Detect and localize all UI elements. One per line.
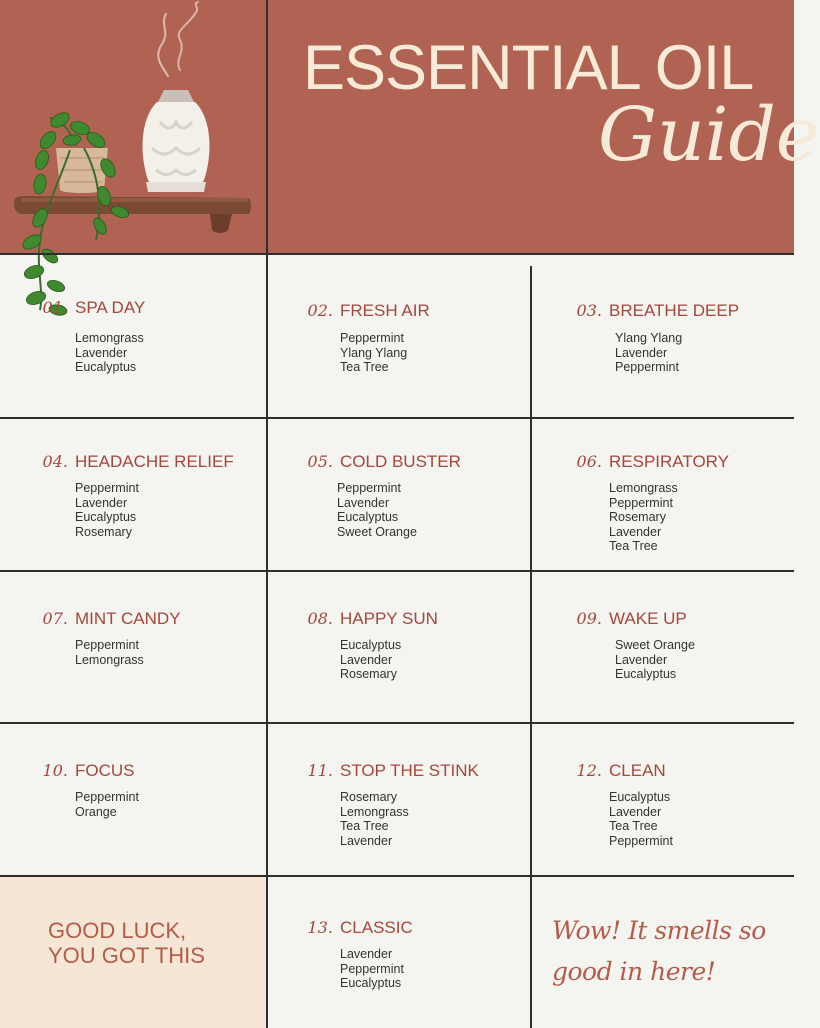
oil-list: [75, 331, 144, 375]
oil-list: [340, 638, 401, 682]
blend-number: 10.: [42, 761, 68, 780]
goodluck-text: [48, 918, 258, 968]
blend-name: BREATHE DEEP: [609, 301, 740, 320]
oil-item: Peppermint: [340, 331, 404, 345]
oil-item: Peppermint: [75, 790, 139, 804]
blend-title: [299, 761, 479, 781]
oil-item: Lavender: [75, 495, 128, 510]
oil-list: [75, 638, 144, 667]
blend-number: 03.: [576, 301, 602, 320]
oil-item: Rosemary: [340, 667, 397, 682]
blend-title: [299, 918, 413, 938]
blend-number: 06.: [576, 452, 602, 471]
oil-item: Ylang Ylang: [340, 345, 408, 360]
oil-item: Peppermint: [609, 833, 673, 848]
header-divider: [266, 0, 268, 254]
oil-item: Peppermint: [615, 360, 679, 375]
oil-item: Eucalyptus: [75, 360, 137, 375]
oil-item: Lavender: [340, 833, 393, 848]
grid-hline-2: [0, 417, 794, 419]
grid-hline-1: [0, 253, 794, 255]
blend-title: [299, 609, 438, 629]
title-line-1: ESSENTIAL OIL: [303, 33, 754, 103]
oil-item: Orange: [75, 804, 117, 819]
blend-name: CLASSIC: [340, 918, 413, 937]
oil-list: [615, 331, 682, 375]
blend-number: 05.: [307, 452, 333, 471]
blend-title: [34, 452, 234, 472]
blend-name: FOCUS: [75, 761, 135, 780]
blend-name: CLEAN: [609, 761, 666, 780]
oil-item: Tea Tree: [340, 819, 389, 834]
diffuser-plant-illustration: [0, 0, 266, 330]
grid-vline-1: [266, 254, 268, 1028]
wow-quote: [552, 910, 777, 992]
blend-number: 12.: [576, 761, 602, 780]
goodluck-line-1: GOOD LUCK,: [48, 918, 187, 943]
oil-item: Lemongrass: [75, 652, 144, 667]
blend-title: [34, 298, 145, 318]
blend-title: [568, 609, 687, 629]
oil-list: [609, 790, 673, 848]
oil-item: Ylang Ylang: [615, 331, 683, 345]
wow-line-2: good in here!: [552, 957, 716, 986]
oil-item: Lemongrass: [609, 481, 678, 495]
oil-list: [340, 947, 404, 991]
oil-list: [340, 331, 407, 375]
oil-item: Eucalyptus: [340, 976, 402, 991]
goodluck-line-2: YOU GOT THIS: [48, 943, 205, 968]
oil-list: [75, 790, 139, 819]
oil-item: Sweet Orange: [615, 638, 695, 652]
grid-hline-3: [0, 570, 794, 572]
diffuser-top: [157, 90, 195, 104]
blend-number: 02.: [307, 301, 333, 320]
oil-item: Peppermint: [337, 481, 401, 495]
blend-title: [34, 609, 180, 629]
blend-number: 08.: [307, 609, 333, 628]
blend-number: 11.: [307, 761, 333, 780]
grid-hline-5: [0, 875, 794, 877]
blend-name: HAPPY SUN: [340, 609, 438, 628]
blend-name: RESPIRATORY: [609, 452, 729, 471]
blend-title: [568, 761, 666, 781]
oil-item: Rosemary: [75, 524, 132, 539]
oil-item: Lemongrass: [75, 331, 144, 345]
oil-item: Tea Tree: [609, 819, 658, 834]
blend-name: SPA DAY: [75, 298, 146, 317]
diffuser-body: [142, 102, 209, 188]
oil-item: Eucalyptus: [340, 638, 402, 652]
oil-item: Lavender: [337, 495, 390, 510]
oil-item: Peppermint: [75, 481, 139, 495]
oil-list: [615, 638, 695, 682]
blend-title: [299, 301, 430, 321]
oil-item: Rosemary: [609, 510, 666, 525]
oil-item: Sweet Orange: [337, 524, 417, 539]
title-line-2: Guide: [598, 92, 820, 178]
blend-name: FRESH AIR: [340, 301, 430, 320]
oil-item: Lavender: [75, 345, 128, 360]
oil-item: Lavender: [609, 804, 662, 819]
oil-list: [609, 481, 678, 554]
blend-title: [299, 452, 461, 472]
oil-list: [340, 790, 409, 848]
blend-number: 07.: [42, 609, 68, 628]
grid-hline-4: [0, 722, 794, 724]
oil-item: Lavender: [609, 524, 662, 539]
blend-title: [568, 452, 729, 472]
blend-name: HEADACHE RELIEF: [75, 452, 234, 471]
oil-item: Rosemary: [340, 790, 397, 804]
blend-number: 13.: [307, 918, 333, 937]
oil-list: [75, 481, 139, 539]
shelf-bracket: [210, 214, 232, 233]
oil-item: Eucalyptus: [337, 510, 399, 525]
oil-item: Tea Tree: [340, 360, 389, 375]
blend-title: [568, 301, 739, 321]
blend-title: [34, 761, 135, 781]
oil-item: Tea Tree: [609, 539, 658, 554]
blend-name: WAKE UP: [609, 609, 687, 628]
blend-name: STOP THE STINK: [340, 761, 479, 780]
shelf-highlight: [22, 198, 248, 202]
oil-item: Lavender: [340, 652, 393, 667]
blend-number: 09.: [576, 609, 602, 628]
diffuser-base: [146, 182, 206, 192]
oil-item: Lavender: [340, 947, 393, 961]
oil-item: Lavender: [615, 345, 668, 360]
oil-item: Peppermint: [75, 638, 139, 652]
oil-list: [337, 481, 417, 539]
oil-item: Peppermint: [609, 495, 673, 510]
wow-line-1: Wow! It smells so: [552, 916, 766, 945]
blend-name: MINT CANDY: [75, 609, 181, 628]
oil-item: Eucalyptus: [609, 790, 671, 804]
oil-item: Lavender: [615, 652, 668, 667]
oil-item: Eucalyptus: [615, 667, 677, 682]
steam-icon-2: [178, 2, 198, 70]
blend-number: 04.: [42, 452, 68, 471]
oil-item: Eucalyptus: [75, 510, 137, 525]
blend-number: 01.: [42, 298, 68, 317]
blend-name: COLD BUSTER: [340, 452, 461, 471]
grid-vline-2: [530, 266, 532, 1028]
oil-item: Lemongrass: [340, 804, 409, 819]
steam-icon: [158, 14, 168, 76]
oil-item: Peppermint: [340, 961, 404, 976]
